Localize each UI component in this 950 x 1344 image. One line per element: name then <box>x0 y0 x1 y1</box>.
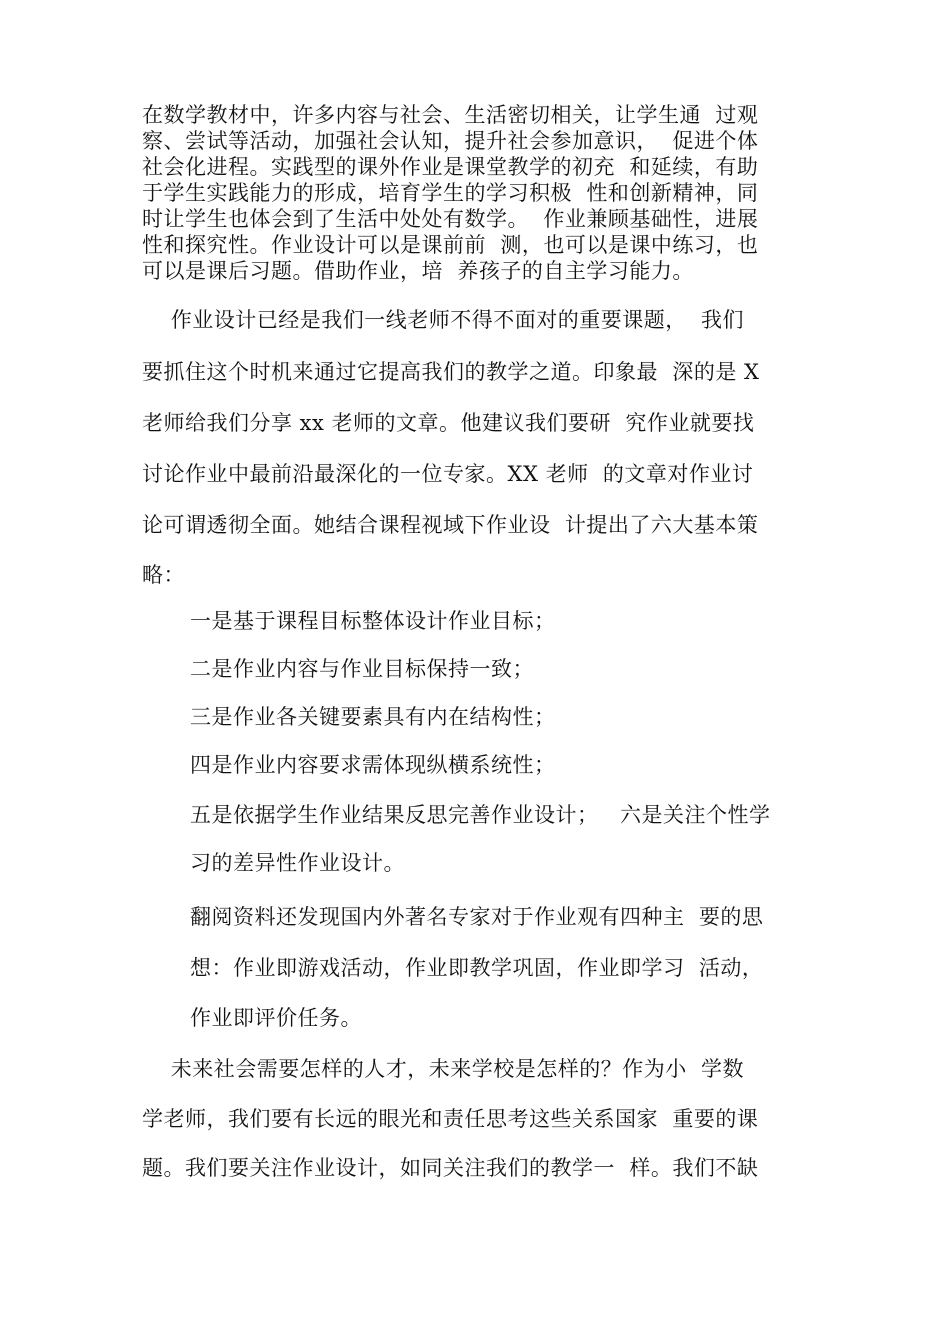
paragraph-2-line: 讨论作业中最前沿最深化的一位专家。XX 老师 的文章对作业讨 <box>142 462 754 486</box>
paragraph-1-line: 于学生实践能力的形成，培育学生的学习积极 性和创新精神，同 <box>142 181 759 205</box>
paragraph-1-line: 可以是课后习题。借助作业，培 养孩子的自主学习能力。 <box>142 259 694 283</box>
strategy-item: 二是作业内容与作业目标保持一致； <box>190 657 534 681</box>
paragraph-4-line: 未来社会需要怎样的人才，未来学校是怎样的？作为小 学数 <box>142 1057 745 1081</box>
paragraph-2-line: 略： <box>142 563 185 587</box>
strategy-item: 三是作业各关键要素具有内在结构性； <box>190 705 556 729</box>
paragraph-2-line: 要抓住这个时机来通过它提高我们的教学之道。印象最 深的是 X <box>142 360 760 384</box>
paragraph-2-line: 老师给我们分享 xx 老师的文章。他建议我们要研 究作业就要找 <box>142 411 755 435</box>
strategy-item: 一是基于课程目标整体设计作业目标； <box>190 609 556 633</box>
paragraph-1-line: 时让学生也体会到了生活中处处有数学。 作业兼顾基础性，进展 <box>142 207 759 231</box>
paragraph-2-line: 论可谓透彻全面。她结合课程视域下作业设 计提出了六大基本策 <box>142 513 759 537</box>
strategy-item: 四是作业内容要求需体现纵横系统性； <box>190 753 556 777</box>
paragraph-4-line: 题。我们要关注作业设计，如同关注我们的教学一 样。我们不缺 <box>142 1156 759 1180</box>
paragraph-3-line: 作业即评价任务。 <box>190 1006 362 1030</box>
strategy-item: 习的差异性作业设计。 <box>190 851 405 875</box>
paragraph-1-line: 察、尝试等活动，加强社会认知，提升社会参加意识， 促进个体 <box>142 129 759 153</box>
paragraph-2-line: 作业设计已经是我们一线老师不得不面对的重要课题， 我们 <box>142 308 745 332</box>
paragraph-1-line: 社会化进程。实践型的课外作业是课堂教学的初充 和延续，有助 <box>142 155 759 179</box>
paragraph-1-line: 性和探究性。作业设计可以是课前前 测，也可以是课中练习，也 <box>142 233 759 257</box>
paragraph-1-line: 在数学教材中，许多内容与社会、生活密切相关，让学生通 过观 <box>142 103 759 127</box>
strategy-item: 五是依据学生作业结果反思完善作业设计； 六是关注个性学 <box>190 803 771 827</box>
paragraph-3-line: 翻阅资料还发现国内外著名专家对于作业观有四种主 要的思 <box>190 905 764 929</box>
paragraph-4-line: 学老师，我们要有长远的眼光和责任思考这些关系国家 重要的课 <box>142 1107 759 1131</box>
paragraph-3-line: 想：作业即游戏活动，作业即教学巩固，作业即学习 活动， <box>190 956 764 980</box>
